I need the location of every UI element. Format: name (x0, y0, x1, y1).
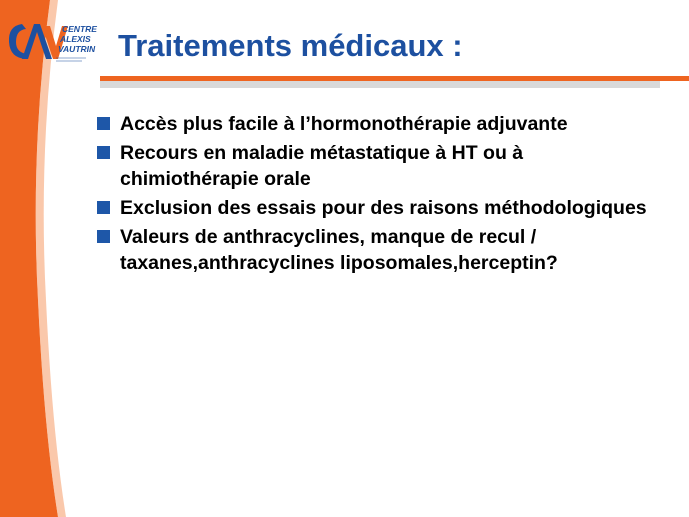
bullet-text: Accès plus facile à l’hormonothérapie adjuvante (120, 113, 568, 135)
bullet-item (96, 111, 666, 137)
title-underline (100, 76, 689, 81)
bullet-list (96, 111, 666, 279)
bullet-text: Exclusion des essais pour des raisons méthodologiques (120, 197, 647, 219)
bullet-text: Recours en maladie métastatique à HT ou à chimiothérapie orale (120, 142, 524, 190)
bullet-text: Valeurs de anthracyclines, manque de recul / taxanes,anthracyclines liposomales,herceptin? (120, 226, 558, 274)
bullet-item (96, 140, 666, 192)
bullet-item (96, 195, 666, 221)
square-bullet-icon (97, 230, 110, 243)
logo-text-line2: ALEXIS (60, 34, 91, 44)
logo-text-line3: VAUTRIN (58, 44, 96, 54)
centre-alexis-vautrin-logo (6, 16, 97, 68)
logo-text-line1: CENTRE (62, 24, 97, 34)
square-bullet-icon (97, 146, 110, 159)
slide-title: Traitements médicaux : (118, 28, 463, 63)
square-bullet-icon (97, 201, 110, 214)
bullet-item (96, 224, 666, 276)
square-bullet-icon (97, 117, 110, 130)
